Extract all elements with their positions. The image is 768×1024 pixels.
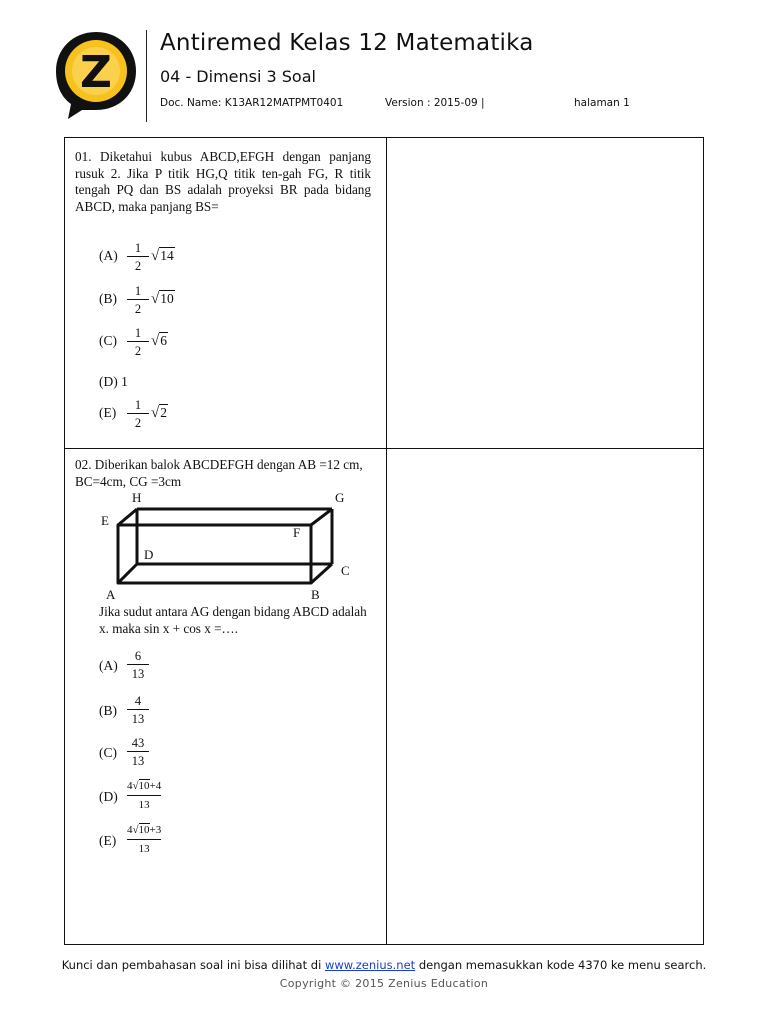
doc-version: Version : 2015-09 |: [385, 97, 485, 109]
option-label: (D): [99, 789, 118, 804]
zenius-link[interactable]: www.zenius.net: [324, 958, 416, 972]
page-number: halaman 1: [574, 97, 630, 109]
zenius-logo: [52, 28, 140, 120]
question-1-number: 01.: [75, 149, 92, 164]
option-label: (E): [99, 833, 117, 848]
option-label: (C): [99, 333, 117, 348]
square-root: √10: [151, 291, 174, 307]
vertex-label-f: F: [293, 525, 301, 540]
vertex-label-e: E: [101, 513, 109, 528]
doc-name: Doc. Name: K13AR12MATPMT0401: [160, 97, 344, 109]
column-divider: [386, 138, 387, 944]
option-label: (A): [99, 248, 118, 263]
vertex-label-c: C: [341, 563, 350, 578]
vertex-label-h: H: [132, 490, 142, 505]
vertex-label-b: B: [311, 587, 320, 602]
fraction: 1 2: [127, 241, 149, 273]
row-divider: [65, 448, 703, 449]
option-label: (B): [99, 291, 117, 306]
fraction: 1 2: [127, 398, 149, 430]
option-label: (E): [99, 405, 117, 420]
vertex-label-a: A: [106, 587, 116, 602]
vertex-label-g: G: [335, 490, 345, 505]
square-root: √6: [151, 333, 167, 349]
square-root: √2: [151, 405, 167, 421]
fraction: 4 13: [127, 694, 149, 726]
footer-note: [0, 958, 768, 972]
option-label: (A): [99, 658, 118, 673]
option-label: (D) 1: [99, 374, 128, 389]
document-title: Antiremed Kelas 12 Matematika: [160, 30, 534, 56]
footer-text-pre: Kunci dan pembahasan soal ini bisa dilihat di: [61, 958, 325, 972]
question-2-body: Diberikan balok ABCDEFGH dengan AB =12 cm, BC=4cm, CG =3cm: [75, 457, 363, 489]
document-subtitle: 04 - Dimensi 3 Soal: [160, 67, 316, 86]
option-label: (C): [99, 745, 117, 760]
fraction: 1 2: [127, 326, 149, 358]
footer-text-post: dengan memasukkan kode 4370 ke menu search.: [415, 958, 707, 972]
cuboid-diagram: [97, 485, 357, 603]
vertex-label-d: D: [144, 547, 154, 562]
fraction: 4√10+4 13: [127, 780, 162, 811]
fraction: 4√10+3 13: [127, 824, 162, 855]
logo-letter: Z: [80, 47, 112, 98]
cuboid-hidden-edges: [137, 509, 332, 564]
fraction: 6 13: [127, 649, 149, 681]
fraction: 43 13: [127, 736, 149, 768]
question-1-text: [75, 149, 371, 215]
question-1-body: Diketahui kubus ABCD,EFGH dengan panjang rusuk 2. Jika P titik HG,Q titik ten-gah FG, R titik tengah PQ dan BS adalah proyeksi BR pada bidang ABCD, maka panjang BS=: [75, 149, 372, 214]
option-label: (B): [99, 703, 117, 718]
question-table: [64, 137, 704, 945]
fraction: 1 2: [127, 284, 149, 316]
question-2-number: 02.: [75, 457, 92, 472]
copyright: Copyright © 2015 Zenius Education: [279, 977, 489, 990]
square-root: √14: [151, 248, 174, 264]
question-2-prompt: Jika sudut antara AG dengan bidang ABCD adalah x. maka sin x + cos x =….: [99, 604, 367, 636]
header-divider: [146, 30, 147, 122]
